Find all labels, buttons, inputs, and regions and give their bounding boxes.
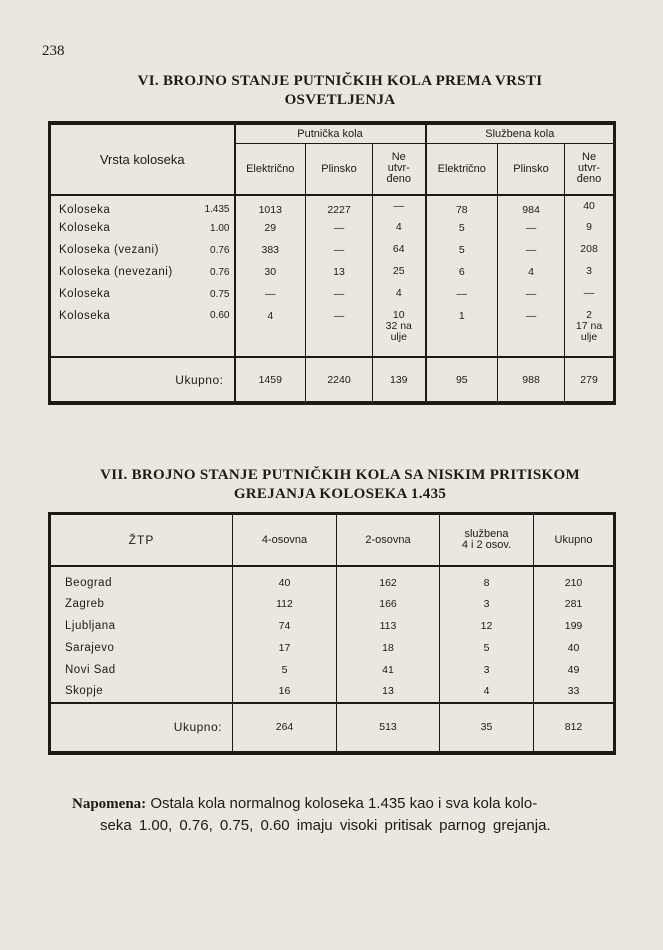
data-cell: 3 (440, 659, 534, 681)
page-number: 238 (42, 43, 65, 59)
data-cell (565, 217, 615, 239)
group-service-cars: Službena kola (426, 123, 615, 143)
total-label: Ukupno: (50, 703, 233, 753)
row-label: Zagreb (65, 597, 105, 610)
data-cell: 12 (440, 615, 534, 637)
row-label: Sarajevo (65, 641, 115, 654)
data-cell: — (498, 283, 565, 305)
table-row (50, 566, 615, 593)
table-row (50, 283, 615, 305)
row-gauge: 1.435 (204, 204, 230, 215)
data-cell: 3 (440, 593, 534, 615)
cell-line: 9 (586, 221, 592, 233)
row-label: Novi Sad (65, 663, 116, 676)
data-cell (565, 261, 615, 283)
total-cell: 988 (498, 357, 565, 403)
footnote-line1: Ostala kola normalnog koloseka 1.435 kao i sva kola kolo- (150, 795, 538, 812)
cell-line: 208 (580, 243, 598, 255)
row-label: Koloseka (59, 222, 111, 234)
data-cell: 984 (498, 195, 565, 217)
data-cell: — (498, 217, 565, 239)
table-row (50, 239, 615, 261)
row-label: Koloseka (59, 310, 111, 322)
table7-title-line2: GREJANJA KOLOSEKA 1.435 (233, 486, 447, 502)
cell-line: ulje (580, 331, 598, 343)
row-label: Skopje (65, 685, 104, 697)
data-cell: 2227 (306, 195, 373, 217)
data-cell: 5 (426, 239, 498, 261)
sub-gas-passenger: Plinsko (306, 143, 373, 195)
group-passenger-cars: Putnička kola (235, 123, 426, 143)
cell-line: 4 (395, 221, 402, 233)
sub-electric-passenger: Električno (235, 143, 306, 195)
table6-title-line2: OSVETLJENJA (284, 92, 396, 108)
data-cell: 18 (337, 637, 440, 659)
sub-unknown-service: Ne utvr- đeno (565, 143, 615, 195)
sub-electric-service: Električno (426, 143, 498, 195)
total-cell: 2240 (306, 357, 373, 403)
row-label: Koloseka (59, 288, 111, 300)
data-cell: — (498, 305, 565, 357)
data-cell: 40 (534, 637, 615, 659)
total-cell: 95 (426, 357, 498, 403)
table-row (50, 217, 615, 239)
table7-title-line1: VII. BROJNO STANJE PUTNIČKIH KOLA SA NISKIM PRITISKOM (100, 467, 580, 483)
col-4axle: 4-osovna (233, 514, 337, 566)
row-label: Koloseka (vezani) (59, 244, 159, 256)
data-cell: 199 (534, 615, 615, 637)
data-cell: — (306, 283, 373, 305)
sub-gas-service: Plinsko (498, 143, 565, 195)
table-row (50, 195, 615, 217)
row-label: Koloseka (nevezani) (59, 266, 173, 278)
data-cell: 13 (306, 261, 373, 283)
total-cell: 139 (373, 357, 426, 403)
table-row (50, 261, 615, 283)
row-gauge: 0.60 (210, 310, 230, 321)
cell-line: 17 na (575, 320, 603, 332)
data-cell: — (306, 305, 373, 357)
data-cell: 4 (498, 261, 565, 283)
data-cell (565, 195, 615, 217)
data-cell: 41 (337, 659, 440, 681)
data-cell: 113 (337, 615, 440, 637)
data-cell (565, 283, 615, 305)
table-row (50, 615, 615, 637)
total-cell: 264 (233, 703, 337, 753)
heating-table (48, 512, 616, 755)
data-cell: 74 (233, 615, 337, 637)
data-cell: — (426, 283, 498, 305)
footnote (72, 790, 622, 818)
total-cell: 279 (565, 357, 615, 403)
cell-line: ulje (390, 331, 407, 343)
table-row (50, 593, 615, 615)
data-cell: 78 (426, 195, 498, 217)
cell-line: 64 (392, 243, 405, 255)
table6-title (60, 72, 620, 110)
cell-line: 10 (392, 309, 405, 321)
col-track-type: Vrsta koloseka (50, 123, 235, 195)
data-cell: — (498, 239, 565, 261)
cell-line: — (583, 287, 595, 299)
lighting-table (48, 121, 616, 405)
table-row (50, 659, 615, 681)
cell-line: 3 (586, 265, 592, 277)
sub-unknown-passenger: Ne utvr- đeno (373, 143, 426, 195)
data-cell: 5 (233, 659, 337, 681)
data-cell: 13 (337, 681, 440, 703)
data-cell: 5 (440, 637, 534, 659)
data-cell: 29 (235, 217, 306, 239)
data-cell: 281 (534, 593, 615, 615)
data-cell (565, 305, 615, 357)
data-cell: — (306, 239, 373, 261)
data-cell: 40 (233, 566, 337, 593)
data-cell: 6 (426, 261, 498, 283)
data-cell (373, 305, 426, 357)
data-cell: 16 (233, 681, 337, 703)
cell-line: 25 (392, 265, 405, 277)
col-ztp: ŽTP (50, 514, 233, 566)
data-cell (373, 239, 426, 261)
data-cell: — (306, 217, 373, 239)
cell-line: 2 (586, 309, 592, 321)
row-label: Beograd (65, 576, 112, 589)
data-cell (373, 195, 426, 217)
row-gauge: 0.76 (210, 266, 230, 278)
data-cell: 4 (440, 681, 534, 703)
row-gauge: 0.75 (210, 288, 230, 300)
data-cell: 112 (233, 593, 337, 615)
table-row (50, 305, 615, 357)
data-cell: 5 (426, 217, 498, 239)
data-cell (373, 261, 426, 283)
data-cell: 17 (233, 637, 337, 659)
row-label: Ljubljana (65, 619, 116, 632)
data-cell (373, 217, 426, 239)
row-label: Koloseka (59, 203, 111, 216)
cell-line: 4 (395, 287, 402, 299)
row-gauge: 0.76 (210, 244, 230, 256)
data-cell: 4 (235, 305, 306, 357)
data-cell: 1 (426, 305, 498, 357)
data-cell: 162 (337, 566, 440, 593)
col-2axle: 2-osovna (337, 514, 440, 566)
data-cell: 30 (235, 261, 306, 283)
total-label: Ukupno: (50, 357, 235, 403)
footnote-label: Napomena: (72, 796, 147, 812)
data-cell: 33 (534, 681, 615, 703)
table-row (50, 681, 615, 703)
col-service: službena 4 i 2 osov. (440, 514, 534, 566)
total-cell: 35 (440, 703, 534, 753)
table-row (50, 637, 615, 659)
total-cell: 1459 (235, 357, 306, 403)
data-cell: 166 (337, 593, 440, 615)
footnote-line2: seka 1.00, 0.76, 0.75, 0.60 imaju visoki pritisak parnog grejanja. (100, 817, 551, 834)
data-cell (565, 239, 615, 261)
cell-line: 40 (583, 200, 595, 212)
data-cell: 8 (440, 566, 534, 593)
table7-title (60, 466, 620, 504)
cell-line: 32 na (385, 320, 412, 332)
table6-title-line1: VI. BROJNO STANJE PUTNIČKIH KOLA PREMA VRSTI (137, 73, 543, 89)
data-cell: 210 (534, 566, 615, 593)
total-cell: 513 (337, 703, 440, 753)
data-cell (373, 283, 426, 305)
data-cell: 1013 (235, 195, 306, 217)
cell-line: — (393, 200, 405, 212)
row-gauge: 1.00 (210, 222, 230, 234)
total-cell: 812 (534, 703, 615, 753)
data-cell: 49 (534, 659, 615, 681)
data-cell: — (235, 283, 306, 305)
col-total: Ukupno (534, 514, 615, 566)
data-cell: 383 (235, 239, 306, 261)
